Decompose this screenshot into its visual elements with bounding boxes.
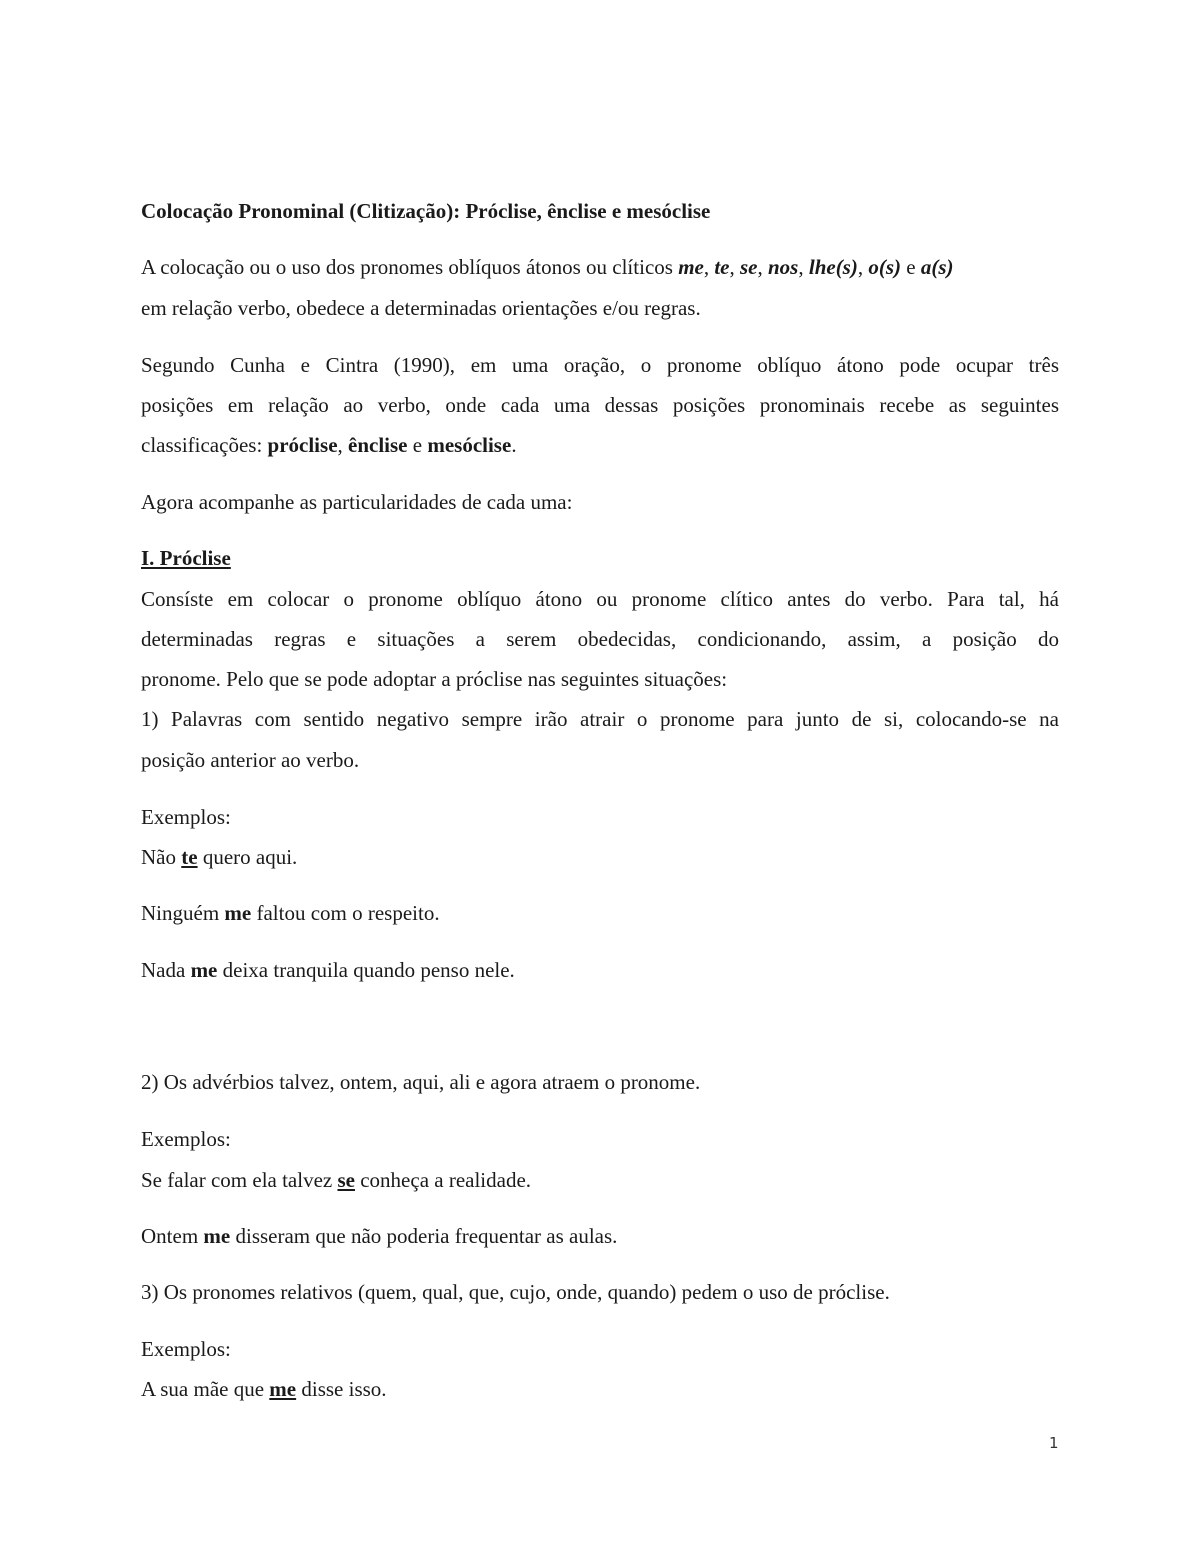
- page-number: 1: [1049, 1434, 1059, 1452]
- separator: ,: [729, 255, 740, 279]
- pronoun-nos: nos: [768, 255, 799, 279]
- rule-3: 3) Os pronomes relativos (quem, qual, que, cujo, onde, quando) pedem o uso de próclise.: [141, 1280, 890, 1304]
- paragraph-2-line-1: Segundo Cunha e Cintra (1990), em uma oração, o pronome oblíquo átono pode ocupar três: [141, 353, 1059, 377]
- conjunction: e: [901, 255, 921, 279]
- separator: ,: [757, 255, 768, 279]
- paragraph-3: Agora acompanhe as particularidades de cada uma:: [141, 490, 573, 514]
- pronoun-as: a(s): [920, 255, 954, 279]
- section-1-line-1: Consíste em colocar o pronome oblíquo átono ou pronome clítico antes do verbo. Para tal, há: [141, 587, 1059, 611]
- examples-label: Exemplos:: [141, 1127, 231, 1151]
- examples-label: Exemplos:: [141, 1337, 231, 1361]
- examples-label: Exemplos:: [141, 805, 231, 829]
- pronoun-me: me: [678, 255, 704, 279]
- paragraph-2-line-2: posições em relação ao verbo, onde cada uma dessas posições pronominais recebe as seguintes: [141, 393, 1059, 417]
- period: .: [511, 433, 517, 457]
- example-line: [141, 1374, 387, 1404]
- pronoun-lhes: lhe(s): [808, 255, 858, 279]
- pronoun-te: te: [714, 255, 730, 279]
- example-pronoun: me: [269, 1377, 297, 1401]
- example-pronoun: te: [181, 845, 198, 869]
- section-heading-proclise: I. Próclise: [141, 546, 231, 570]
- separator: ,: [857, 255, 869, 279]
- example-text: quero aqui.: [197, 845, 298, 869]
- conjunction: e: [407, 433, 428, 457]
- paragraph-2-line-3: [141, 430, 517, 460]
- document-title: Colocação Pronominal (Clitização): Próclise, ênclise e mesóclise: [141, 199, 711, 223]
- section-1-line-3: pronome. Pelo que se pode adoptar a próclise nas seguintes situações:: [141, 667, 728, 691]
- example-text: A sua mãe que: [141, 1377, 270, 1401]
- example-text: faltou com o respeito.: [251, 901, 440, 925]
- example-line: [141, 842, 297, 872]
- intro-line-1: [141, 252, 954, 282]
- intro-line-2: em relação verbo, obedece a determinadas orientações e/ou regras.: [141, 296, 701, 320]
- example-text: disseram que não poderia frequentar as aulas.: [230, 1224, 618, 1248]
- example-line: [141, 955, 515, 985]
- separator: ,: [337, 433, 349, 457]
- term-enclise: ênclise: [348, 433, 408, 457]
- example-line: [141, 1221, 617, 1251]
- example-text: deixa tranquila quando penso nele.: [217, 958, 515, 982]
- pronoun-os: o(s): [868, 255, 902, 279]
- example-text: Ontem: [141, 1224, 204, 1248]
- example-text: disse isso.: [296, 1377, 387, 1401]
- example-pronoun: se: [337, 1168, 355, 1192]
- example-text: Não: [141, 845, 182, 869]
- example-pronoun: me: [224, 901, 252, 925]
- example-pronoun: me: [190, 958, 218, 982]
- classifications-label: classificações:: [141, 433, 268, 457]
- example-text: conheça a realidade.: [354, 1168, 532, 1192]
- example-text: Ninguém: [141, 901, 225, 925]
- example-text: Se falar com ela talvez: [141, 1168, 338, 1192]
- intro-text: A colocação ou o uso dos pronomes oblíquos átonos ou clíticos: [141, 255, 679, 279]
- separator: ,: [798, 255, 809, 279]
- example-text: Nada: [141, 958, 191, 982]
- term-mesoclise: mesóclise: [427, 433, 512, 457]
- rule-1-line-2: posição anterior ao verbo.: [141, 748, 360, 772]
- separator: ,: [703, 255, 715, 279]
- pronoun-se: se: [740, 255, 758, 279]
- example-pronoun: me: [203, 1224, 231, 1248]
- rule-1-line-1: 1) Palavras com sentido negativo sempre irão atrair o pronome para junto de si, colocando-se na: [141, 707, 1059, 731]
- example-line: [141, 1165, 531, 1195]
- term-proclise: próclise: [267, 433, 338, 457]
- example-line: [141, 898, 440, 928]
- rule-2: 2) Os advérbios talvez, ontem, aqui, ali e agora atraem o pronome.: [141, 1070, 701, 1094]
- section-1-line-2: determinadas regras e situações a serem obedecidas, condicionando, assim, a posição do: [141, 627, 1059, 651]
